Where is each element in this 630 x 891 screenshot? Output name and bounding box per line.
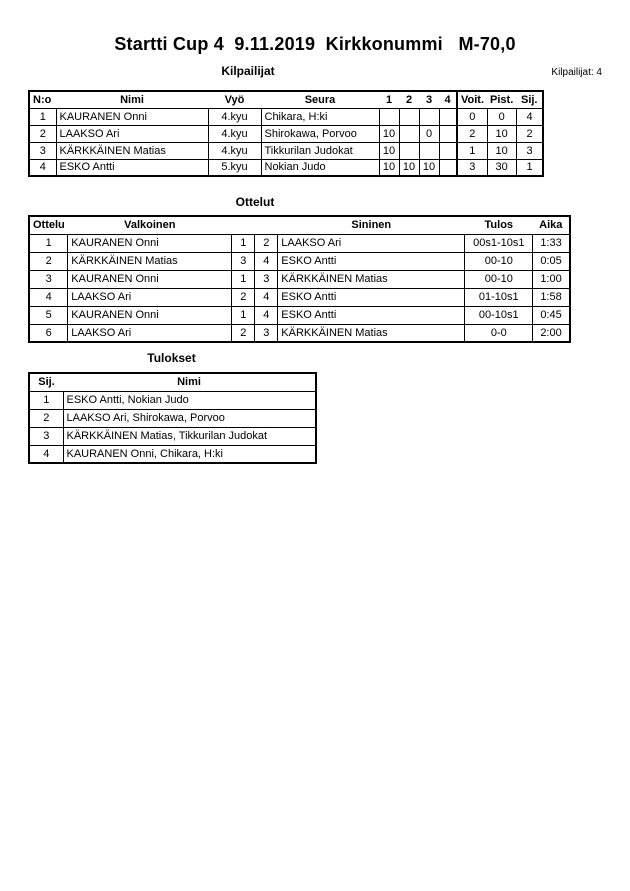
cell-time: 0:05 [533, 252, 570, 270]
cell-sij: 2 [516, 125, 543, 142]
cell-round-1: 10 [379, 142, 399, 159]
col-header-aika: Aika [533, 216, 570, 234]
cell-round-3 [419, 142, 439, 159]
cell-white-number: 2 [232, 324, 255, 342]
table-row [29, 409, 316, 427]
section-heading-kilpailijat: Kilpailijat [221, 64, 275, 78]
cell-blue-player: KÄRKKÄINEN Matias [278, 324, 465, 342]
cell-white-player: KAURANEN Onni [68, 234, 232, 252]
cell-round-4 [439, 142, 457, 159]
cell-pist: 0 [487, 108, 516, 125]
table-row [29, 159, 543, 176]
cell-pist: 10 [487, 142, 516, 159]
col-header-sij: Sij. [516, 91, 543, 108]
col-header-voit: Voit. [457, 91, 487, 108]
cell-match-no: 2 [29, 252, 68, 270]
cell-result: 00-10 [465, 270, 533, 288]
cell-sij: 3 [516, 142, 543, 159]
cell-sij: 4 [516, 108, 543, 125]
cell-result: 00-10 [465, 252, 533, 270]
cell-match-no: 1 [29, 234, 68, 252]
cell-round-2: 10 [399, 159, 419, 176]
cell-blue-player: ESKO Antti [278, 306, 465, 324]
cell-match-no: 3 [29, 270, 68, 288]
col-header-vyo: Vyö [208, 91, 261, 108]
cell-white-number: 1 [232, 234, 255, 252]
cell-seura: Nokian Judo [261, 159, 379, 176]
cell-time: 1:33 [533, 234, 570, 252]
cell-round-4 [439, 125, 457, 142]
cell-voit: 1 [457, 142, 487, 159]
cell-voit: 0 [457, 108, 487, 125]
cell-round-3 [419, 108, 439, 125]
cell-place: 2 [29, 409, 63, 427]
col-header-ottelu: Ottelu [29, 216, 68, 234]
results-table [28, 372, 317, 464]
cell-round-4 [439, 159, 457, 176]
col-header-white-number [232, 216, 255, 234]
cell-result: 0-0 [465, 324, 533, 342]
cell-blue-number: 2 [255, 234, 278, 252]
cell-blue-number: 4 [255, 288, 278, 306]
col-header-pist: Pist. [487, 91, 516, 108]
cell-time: 1:00 [533, 270, 570, 288]
cell-nimi: ESKO Antti [56, 159, 208, 176]
cell-round-3: 0 [419, 125, 439, 142]
section-heading-ottelut: Ottelut [235, 195, 275, 209]
cell-round-1: 10 [379, 125, 399, 142]
cell-time: 1:58 [533, 288, 570, 306]
cell-seura: Chikara, H:ki [261, 108, 379, 125]
cell-name-club: LAAKSO Ari, Shirokawa, Porvoo [63, 409, 316, 427]
cell-match-no: 4 [29, 288, 68, 306]
table-header-row [29, 91, 543, 108]
cell-blue-number: 3 [255, 270, 278, 288]
cell-result: 00-10s1 [465, 306, 533, 324]
cell-result: 00s1-10s1 [465, 234, 533, 252]
col-header-round-2: 2 [399, 91, 419, 108]
cell-round-2 [399, 142, 419, 159]
table-row [29, 234, 570, 252]
table-header-row [29, 373, 316, 391]
table-row [29, 288, 570, 306]
cell-white-player: KAURANEN Onni [68, 270, 232, 288]
section-heading-tulokset: Tulokset [147, 351, 196, 365]
cell-pist: 30 [487, 159, 516, 176]
col-header-valkoinen: Valkoinen [68, 216, 232, 234]
cell-white-player: LAAKSO Ari [68, 324, 232, 342]
cell-round-1: 10 [379, 159, 399, 176]
cell-white-number: 2 [232, 288, 255, 306]
col-header-sininen: Sininen [278, 216, 465, 234]
cell-blue-number: 3 [255, 324, 278, 342]
col-header-nimi: Nimi [56, 91, 208, 108]
cell-blue-player: KÄRKKÄINEN Matias [278, 270, 465, 288]
cell-voit: 3 [457, 159, 487, 176]
col-header-round-3: 3 [419, 91, 439, 108]
table-row [29, 427, 316, 445]
page-title: Startti Cup 4 9.11.2019 Kirkkonummi M-70,0 [114, 34, 516, 54]
cell-round-2 [399, 108, 419, 125]
competitors-count-label: Kilpailijat: 4 [551, 67, 602, 78]
col-header-round-1: 1 [379, 91, 399, 108]
cell-match-no: 5 [29, 306, 68, 324]
table-row [29, 270, 570, 288]
cell-white-number: 3 [232, 252, 255, 270]
col-header-tulos: Tulos [465, 216, 533, 234]
table-row [29, 108, 543, 125]
cell-place: 3 [29, 427, 63, 445]
table-row [29, 391, 316, 409]
cell-time: 0:45 [533, 306, 570, 324]
cell-round-3: 10 [419, 159, 439, 176]
cell-blue-player: LAAKSO Ari [278, 234, 465, 252]
cell-round-2 [399, 125, 419, 142]
cell-no: 1 [29, 108, 56, 125]
cell-round-4 [439, 108, 457, 125]
cell-sij: 1 [516, 159, 543, 176]
cell-name-club: ESKO Antti, Nokian Judo [63, 391, 316, 409]
cell-nimi: KAURANEN Onni [56, 108, 208, 125]
cell-place: 1 [29, 391, 63, 409]
cell-blue-player: ESKO Antti [278, 252, 465, 270]
cell-white-player: KÄRKKÄINEN Matias [68, 252, 232, 270]
cell-vyo: 4.kyu [208, 125, 261, 142]
cell-voit: 2 [457, 125, 487, 142]
competitors-table [28, 90, 544, 177]
cell-blue-player: ESKO Antti [278, 288, 465, 306]
cell-result: 01-10s1 [465, 288, 533, 306]
cell-no: 4 [29, 159, 56, 176]
cell-name-club: KAURANEN Onni, Chikara, H:ki [63, 445, 316, 463]
table-row [29, 306, 570, 324]
cell-round-1 [379, 108, 399, 125]
cell-nimi: LAAKSO Ari [56, 125, 208, 142]
table-row [29, 125, 543, 142]
cell-time: 2:00 [533, 324, 570, 342]
table-row [29, 252, 570, 270]
cell-white-number: 1 [232, 270, 255, 288]
cell-pist: 10 [487, 125, 516, 142]
table-row [29, 324, 570, 342]
cell-seura: Tikkurilan Judokat [261, 142, 379, 159]
cell-seura: Shirokawa, Porvoo [261, 125, 379, 142]
cell-match-no: 6 [29, 324, 68, 342]
cell-white-player: LAAKSO Ari [68, 288, 232, 306]
col-header-sij: Sij. [29, 373, 63, 391]
cell-blue-number: 4 [255, 252, 278, 270]
col-header-seura: Seura [261, 91, 379, 108]
cell-white-number: 1 [232, 306, 255, 324]
col-header-blue-number [255, 216, 278, 234]
cell-no: 2 [29, 125, 56, 142]
cell-nimi: KÄRKKÄINEN Matias [56, 142, 208, 159]
cell-vyo: 4.kyu [208, 108, 261, 125]
cell-blue-number: 4 [255, 306, 278, 324]
col-header-round-4: 4 [439, 91, 457, 108]
table-header-row [29, 216, 570, 234]
col-header-nimi: Nimi [63, 373, 316, 391]
cell-vyo: 5.kyu [208, 159, 261, 176]
cell-place: 4 [29, 445, 63, 463]
cell-name-club: KÄRKKÄINEN Matias, Tikkurilan Judokat [63, 427, 316, 445]
matches-table [28, 215, 571, 343]
cell-vyo: 4.kyu [208, 142, 261, 159]
col-header-no: N:o [29, 91, 56, 108]
cell-white-player: KAURANEN Onni [68, 306, 232, 324]
table-row [29, 445, 316, 463]
cell-no: 3 [29, 142, 56, 159]
table-row [29, 142, 543, 159]
